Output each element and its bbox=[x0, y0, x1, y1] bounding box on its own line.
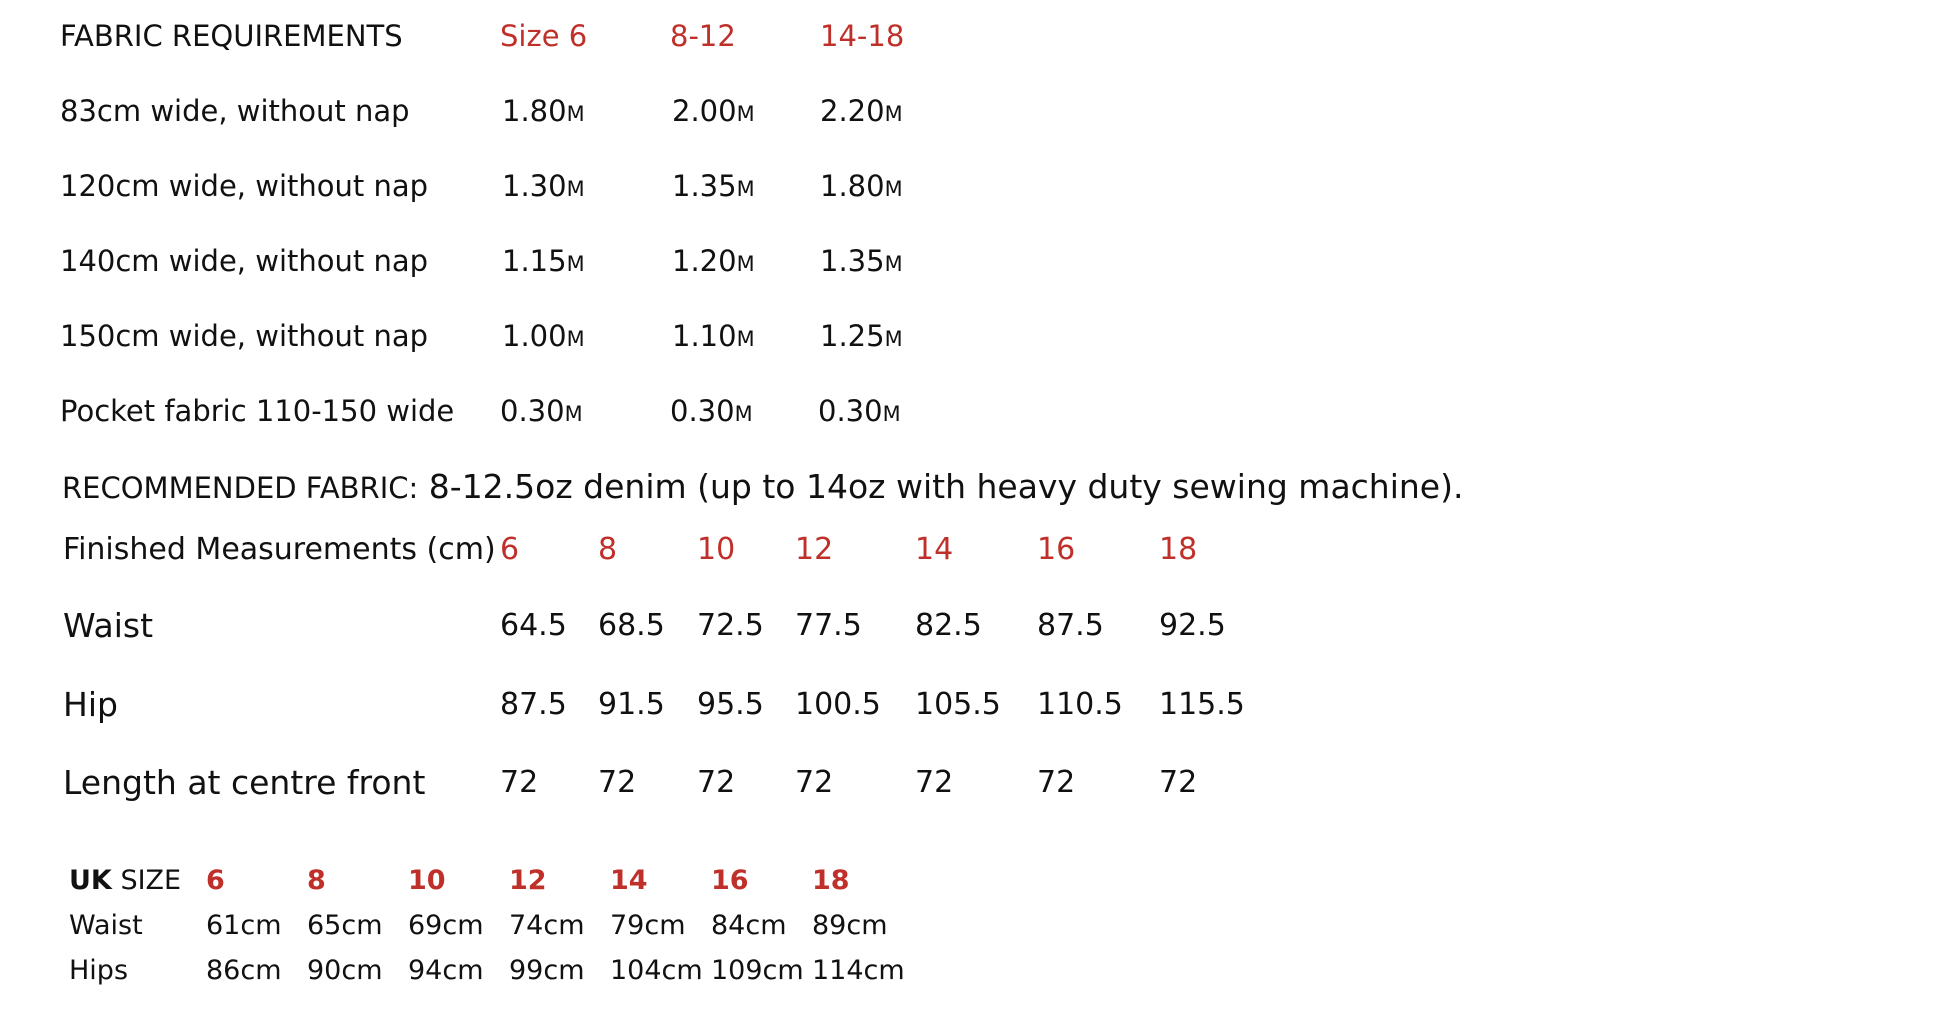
finished-size-header: 12 bbox=[795, 532, 834, 567]
uk-value: 69cm bbox=[408, 910, 484, 941]
fabric-value: 1.35M bbox=[820, 244, 903, 278]
finished-value: 72 bbox=[915, 765, 954, 800]
fabric-value: 0.30M bbox=[500, 394, 583, 428]
uk-value: 89cm bbox=[812, 910, 888, 941]
finished-size-header: 8 bbox=[598, 532, 618, 567]
fabric-row-label: Pocket fabric 110-150 wide bbox=[60, 394, 455, 428]
uk-value: 94cm bbox=[408, 955, 484, 986]
uk-value: 79cm bbox=[610, 910, 686, 941]
fabric-value: 1.35M bbox=[672, 169, 755, 203]
fabric-row-label: 140cm wide, without nap bbox=[60, 244, 429, 278]
finished-value: 105.5 bbox=[915, 687, 1001, 722]
finished-size-header: 6 bbox=[500, 532, 520, 567]
fabric-size-header: 14-18 bbox=[820, 19, 905, 53]
finished-measurements-title: Finished Measurements (cm) bbox=[63, 532, 496, 567]
fabric-value: 0.30M bbox=[818, 394, 901, 428]
finished-value: 72 bbox=[598, 765, 637, 800]
uk-size-header: 10 bbox=[408, 865, 446, 896]
fabric-value: 1.30M bbox=[502, 169, 585, 203]
finished-value: 95.5 bbox=[697, 687, 764, 722]
fabric-value: 1.25M bbox=[820, 319, 903, 353]
finished-value: 87.5 bbox=[1037, 608, 1104, 643]
finished-value: 77.5 bbox=[795, 608, 862, 643]
finished-value: 72.5 bbox=[697, 608, 764, 643]
finished-value: 92.5 bbox=[1159, 608, 1226, 643]
uk-size-header: 6 bbox=[206, 865, 225, 896]
finished-row-label: Hip bbox=[63, 685, 118, 724]
fabric-requirements-title: FABRIC REQUIREMENTS bbox=[60, 19, 403, 53]
uk-value: 109cm bbox=[711, 955, 804, 986]
fabric-value: 2.00M bbox=[672, 94, 755, 128]
uk-value: 99cm bbox=[509, 955, 585, 986]
fabric-value: 1.20M bbox=[672, 244, 755, 278]
finished-size-header: 16 bbox=[1037, 532, 1076, 567]
uk-value: 74cm bbox=[509, 910, 585, 941]
uk-size-header: 16 bbox=[711, 865, 749, 896]
fabric-value: 1.10M bbox=[672, 319, 755, 353]
finished-row-label: Waist bbox=[63, 606, 154, 645]
fabric-size-header: 8-12 bbox=[670, 19, 736, 53]
uk-value: 104cm bbox=[610, 955, 703, 986]
finished-value: 72 bbox=[1037, 765, 1076, 800]
finished-value: 72 bbox=[697, 765, 736, 800]
uk-value: 90cm bbox=[307, 955, 383, 986]
uk-size-header: 14 bbox=[610, 865, 648, 896]
fabric-value: 2.20M bbox=[820, 94, 903, 128]
finished-size-header: 18 bbox=[1159, 532, 1198, 567]
finished-row-label: Length at centre front bbox=[63, 763, 426, 802]
uk-size-header: 8 bbox=[307, 865, 326, 896]
finished-value: 72 bbox=[795, 765, 834, 800]
finished-value: 72 bbox=[1159, 765, 1198, 800]
uk-value: 65cm bbox=[307, 910, 383, 941]
fabric-row-label: 150cm wide, without nap bbox=[60, 319, 429, 353]
fabric-value: 0.30M bbox=[670, 394, 753, 428]
fabric-row-label: 120cm wide, without nap bbox=[60, 169, 429, 203]
finished-value: 110.5 bbox=[1037, 687, 1123, 722]
fabric-row-label: 83cm wide, without nap bbox=[60, 94, 410, 128]
finished-size-header: 14 bbox=[915, 532, 954, 567]
finished-size-header: 10 bbox=[697, 532, 736, 567]
fabric-size-header: Size 6 bbox=[500, 19, 588, 53]
fabric-value: 1.80M bbox=[502, 94, 585, 128]
fabric-value: 1.15M bbox=[502, 244, 585, 278]
uk-value: 84cm bbox=[711, 910, 787, 941]
finished-value: 87.5 bbox=[500, 687, 567, 722]
finished-value: 91.5 bbox=[598, 687, 665, 722]
uk-size-header: 12 bbox=[509, 865, 547, 896]
fabric-value: 1.00M bbox=[502, 319, 585, 353]
recommended-fabric-note bbox=[62, 467, 1464, 506]
recommended-fabric-label: RECOMMENDED FABRIC: bbox=[62, 471, 419, 505]
uk-value: 86cm bbox=[206, 955, 282, 986]
uk-size-title: UK SIZE bbox=[69, 865, 182, 896]
finished-value: 115.5 bbox=[1159, 687, 1245, 722]
uk-value: 61cm bbox=[206, 910, 282, 941]
finished-value: 82.5 bbox=[915, 608, 982, 643]
uk-row-label: Hips bbox=[69, 955, 129, 986]
finished-value: 68.5 bbox=[598, 608, 665, 643]
finished-value: 72 bbox=[500, 765, 539, 800]
finished-value: 100.5 bbox=[795, 687, 881, 722]
finished-value: 64.5 bbox=[500, 608, 567, 643]
uk-value: 114cm bbox=[812, 955, 905, 986]
recommended-fabric-text: 8-12.5oz denim (up to 14oz with heavy duty sewing machine). bbox=[418, 467, 1464, 506]
uk-row-label: Waist bbox=[69, 910, 143, 941]
fabric-value: 1.80M bbox=[820, 169, 903, 203]
uk-size-header: 18 bbox=[812, 865, 850, 896]
